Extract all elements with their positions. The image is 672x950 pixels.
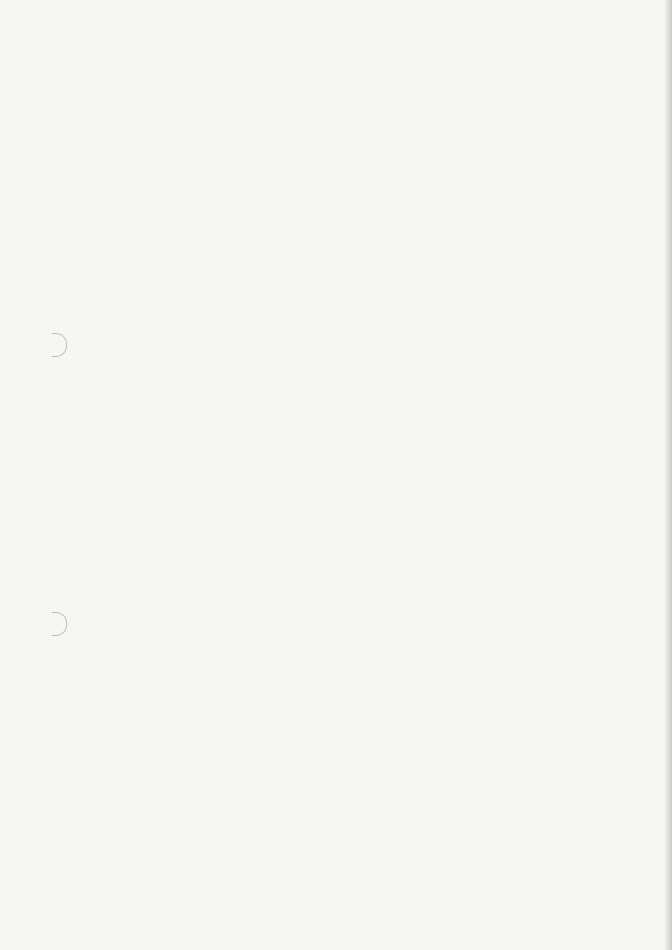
punch-hole-mark — [52, 612, 67, 636]
punch-hole-mark — [52, 333, 67, 357]
page-edge-shadow — [664, 0, 672, 950]
